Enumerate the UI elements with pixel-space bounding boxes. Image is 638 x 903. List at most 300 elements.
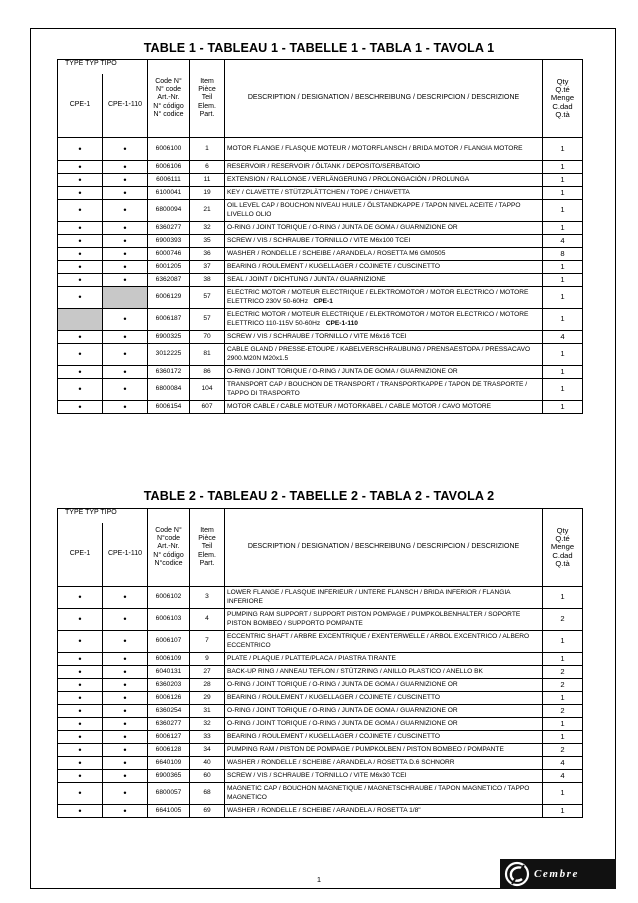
table-row <box>58 757 583 770</box>
quantity: 1 <box>543 366 583 379</box>
item-number: 68 <box>190 783 225 805</box>
part-code: 6800057 <box>148 783 190 805</box>
part-code: 6900325 <box>148 331 190 344</box>
part-code: 6040131 <box>148 666 190 679</box>
applies-cpe1: • <box>58 805 103 818</box>
table-row <box>58 287 583 309</box>
quantity: 1 <box>543 287 583 309</box>
type-header: TYPE TYP TIPO <box>58 60 148 75</box>
item-number: 31 <box>190 705 225 718</box>
part-description <box>225 731 543 744</box>
item-header-line: Elem. <box>198 551 216 559</box>
item-number: 104 <box>190 379 225 401</box>
applies-cpe1-110: • <box>103 718 148 731</box>
table-row <box>58 174 583 187</box>
part-code: 6006111 <box>148 174 190 187</box>
applies-cpe1: • <box>58 274 103 287</box>
applies-cpe1-110: • <box>103 587 148 609</box>
item-number: 607 <box>190 401 225 414</box>
part-description <box>225 757 543 770</box>
applies-cpe1: • <box>58 692 103 705</box>
part-description-text: PUMPING RAM SUPPORT / SUPPORT PISTON POMPAGE / PUMPKOLBENHALTER / SOPORTE PISTON BOMBEO / SUPPORTO POMPANTE <box>227 611 521 627</box>
item-header-line: Teil <box>201 543 213 551</box>
item-number: 6 <box>190 161 225 174</box>
code-header-line: N° código <box>153 102 184 110</box>
part-description-text: PLATE / PLAQUE / PLATTE/PLACA / PIASTRA TIRANTE <box>227 654 396 662</box>
part-code: 6360277 <box>148 718 190 731</box>
part-description <box>225 309 543 331</box>
code-header-line: N°codice <box>154 559 183 567</box>
code-header-line: Code N° <box>155 526 182 534</box>
part-code: 6006154 <box>148 401 190 414</box>
table-row <box>58 587 583 609</box>
item-header-line: Item <box>200 526 214 534</box>
description-header: DESCRIPTION / DESIGNATION / BESCHREIBUNG / DESCRIPCION / DESCRIZIONE <box>225 60 543 138</box>
part-description <box>225 718 543 731</box>
item-number: 57 <box>190 309 225 331</box>
part-code: 6006126 <box>148 692 190 705</box>
part-description <box>225 261 543 274</box>
quantity: 1 <box>543 309 583 331</box>
applies-cpe1 <box>58 309 103 331</box>
quantity: 1 <box>543 187 583 200</box>
table-row <box>58 705 583 718</box>
part-description-text: MOTOR FLANGE / FLASQUE MOTEUR / MOTORFLANSCH / BRIDA MOTOR / FLANGIA MOTORE <box>227 144 523 152</box>
part-description-text: ECCENTRIC SHAFT / ARBRE EXCENTRIQUE / EXENTERWELLE / ARBOL EXCENTRICO / ALBERO ECCENTRICO <box>227 633 530 649</box>
type-cpe1-110-header: CPE-1-110 <box>103 523 148 587</box>
part-code: 6006128 <box>148 744 190 757</box>
part-description <box>225 138 543 161</box>
part-description-text: MOTOR CABLE / CABLE MOTEUR / MOTORKABEL / CABLE MOTOR / CAVO MOTORE <box>227 402 492 410</box>
part-description-text: KEY / CLAVETTE / STÜTZPLÄTTCHEN / TOPE / CHIAVETTA <box>227 188 410 196</box>
item-number: 38 <box>190 274 225 287</box>
qty-header-line: Q.té <box>555 534 570 544</box>
quantity: 1 <box>543 138 583 161</box>
part-description-text: BEARING / ROULEMENT / KUGELLAGER / COJINETE / CUSCINETTO <box>227 693 440 701</box>
part-description-text: WASHER / RONDELLE / SCHEIBE / ARANDELA / ROSETTA 1/8" <box>227 806 421 814</box>
quantity: 1 <box>543 631 583 653</box>
qty-header-line: C.dad <box>552 550 573 560</box>
applies-cpe1-110: • <box>103 692 148 705</box>
item-number: 11 <box>190 174 225 187</box>
part-description-text: SEAL / JOINT / DICHTUNG / JUNTA / GUARNIZIONE <box>227 275 386 283</box>
applies-cpe1: • <box>58 609 103 631</box>
part-description <box>225 331 543 344</box>
part-description <box>225 705 543 718</box>
quantity: 1 <box>543 692 583 705</box>
applies-cpe1: • <box>58 731 103 744</box>
applies-cpe1: • <box>58 587 103 609</box>
item-header <box>190 60 225 138</box>
part-description-text: WASHER / RONDELLE / SCHEIBE / ARANDELA / ROSETTA M6 GM0505 <box>227 249 446 257</box>
applies-cpe1-110: • <box>103 138 148 161</box>
item-number: 9 <box>190 653 225 666</box>
part-description <box>225 187 543 200</box>
part-code: 6006187 <box>148 309 190 331</box>
applies-cpe1-110 <box>103 287 148 309</box>
qty-header-line: Q.tà <box>555 109 570 119</box>
applies-cpe1: • <box>58 783 103 805</box>
applies-cpe1: • <box>58 287 103 309</box>
part-description-text: SCREW / VIS / SCHRAUBE / TORNILLO / VITE M6x16 TCEI <box>227 332 407 340</box>
applies-cpe1-110: • <box>103 187 148 200</box>
part-description-text: ELECTRIC MOTOR / MOTEUR ELECTRIQUE / ELEKTROMOTOR / MOTOR ELECTRICO / MOTORE ELETTRICO 110-115V 50-60Hz <box>227 311 529 327</box>
table-row <box>58 261 583 274</box>
part-code: 6800084 <box>148 379 190 401</box>
part-code: 6640109 <box>148 757 190 770</box>
part-description <box>225 401 543 414</box>
item-number: 86 <box>190 366 225 379</box>
item-header <box>190 509 225 587</box>
part-description-text: BEARING / ROULEMENT / KUGELLAGER / COJINETE / CUSCINETTO <box>227 262 440 270</box>
table-row <box>58 235 583 248</box>
part-description <box>225 679 543 692</box>
page-number: 1 <box>316 875 322 884</box>
part-code: 6006127 <box>148 731 190 744</box>
item-header-line: Part. <box>199 559 215 567</box>
type-cpe1-header: CPE-1 <box>58 74 103 138</box>
item-number: 34 <box>190 744 225 757</box>
part-description-text: WASHER / RONDELLE / SCHEIBE / ARANDELA / ROSETTA D.6 SCHNORR <box>227 758 455 766</box>
item-number: 29 <box>190 692 225 705</box>
item-number: 27 <box>190 666 225 679</box>
applies-cpe1: • <box>58 379 103 401</box>
part-code: 6360277 <box>148 222 190 235</box>
part-description-text: O-RING / JOINT TORIQUE / O-RING / JUNTA DE GOMA / GUARNIZIONE OR <box>227 367 458 375</box>
part-description <box>225 222 543 235</box>
quantity: 1 <box>543 783 583 805</box>
applies-cpe1-110: • <box>103 770 148 783</box>
quantity: 1 <box>543 161 583 174</box>
applies-cpe1: • <box>58 331 103 344</box>
applies-cpe1-110: • <box>103 261 148 274</box>
code-header-line: N°code <box>156 535 181 543</box>
part-code: 6641005 <box>148 805 190 818</box>
item-number: 1 <box>190 138 225 161</box>
parts-table-2 <box>57 508 583 818</box>
part-description-text: OIL LEVEL CAP / BOUCHON NIVEAU HUILE / ÖLSTANDKAPPE / TAPON NIVEL ACEITE / TAPPO LIVELLO OLIO <box>227 202 521 218</box>
applies-cpe1-110: • <box>103 309 148 331</box>
item-number: 3 <box>190 587 225 609</box>
applies-cpe1-110: • <box>103 609 148 631</box>
item-number: 28 <box>190 679 225 692</box>
part-description-text: SCREW / VIS / SCHRAUBE / TORNILLO / VITE M6x30 TCEI <box>227 771 407 779</box>
item-number: 37 <box>190 261 225 274</box>
table-row <box>58 653 583 666</box>
part-description <box>225 274 543 287</box>
quantity: 2 <box>543 666 583 679</box>
qty-header-line: Qty <box>556 76 569 86</box>
part-description-text: O-RING / JOINT TORIQUE / O-RING / JUNTA DE GOMA / GUARNIZIONE OR <box>227 706 458 714</box>
quantity: 2 <box>543 679 583 692</box>
applies-cpe1-110: • <box>103 757 148 770</box>
applies-cpe1: • <box>58 174 103 187</box>
code-header <box>148 60 190 138</box>
applies-cpe1-110: • <box>103 679 148 692</box>
applies-cpe1: • <box>58 744 103 757</box>
table-1-title: TABLE 1 - TABLEAU 1 - TABELLE 1 - TABLA 1 - TAVOLA 1 <box>143 41 495 55</box>
qty-header-line: Qty <box>556 525 569 535</box>
part-description-text: O-RING / JOINT TORIQUE / O-RING / JUNTA DE GOMA / GUARNIZIONE OR <box>227 223 458 231</box>
part-description <box>225 631 543 653</box>
table-row <box>58 666 583 679</box>
quantity: 4 <box>543 331 583 344</box>
quantity: 4 <box>543 770 583 783</box>
applies-cpe1-110: • <box>103 200 148 222</box>
part-code: 6006106 <box>148 161 190 174</box>
table-row <box>58 379 583 401</box>
part-description-text: LOWER FLANGE / FLASQUE INFERIEUR / UNTERE FLANSCH / BRIDA INFERIOR / FLANGIA INFERIORE <box>227 589 511 605</box>
item-number: 70 <box>190 331 225 344</box>
applies-cpe1-110: • <box>103 631 148 653</box>
quantity: 4 <box>543 235 583 248</box>
part-description-text: MAGNETIC CAP / BOUCHON MAGNETIQUE / MAGNETSCHRAUBE / TAPON MAGNETICO / TAPPO MAGNETICO <box>227 785 530 801</box>
part-description <box>225 344 543 366</box>
applies-cpe1-110: • <box>103 161 148 174</box>
item-number: 81 <box>190 344 225 366</box>
part-description-text: O-RING / JOINT TORIQUE / O-RING / JUNTA DE GOMA / GUARNIZIONE OR <box>227 719 458 727</box>
part-code: 6900393 <box>148 235 190 248</box>
code-header-line: N° codice <box>153 110 184 118</box>
table-row <box>58 692 583 705</box>
part-description-text: ELECTRIC MOTOR / MOTEUR ELECTRIQUE / ELEKTROMOTOR / MOTOR ELECTRICO / MOTORE ELETTRICO 230V 50-60Hz <box>227 289 529 305</box>
item-header-line: Pièce <box>198 86 216 94</box>
table-row <box>58 805 583 818</box>
part-description-text: CABLE GLAND / PRESSE-ETOUPE / KABELVERSCHRAUBUNG / PRENSAESTOPA / PRESSACAVO 2900.M20N M20x1.5 <box>227 346 531 362</box>
applies-cpe1: • <box>58 666 103 679</box>
part-code: 6900365 <box>148 770 190 783</box>
code-header-line: N° code <box>156 86 181 94</box>
applies-cpe1: • <box>58 248 103 261</box>
part-description <box>225 287 543 309</box>
item-number: 19 <box>190 187 225 200</box>
qty-header-line: Q.té <box>555 85 570 95</box>
description-header: DESCRIPTION / DESIGNATION / BESCHREIBUNG / DESCRIPCION / DESCRIZIONE <box>225 509 543 587</box>
cembre-logo <box>500 859 616 889</box>
item-number: 57 <box>190 287 225 309</box>
item-number: 33 <box>190 731 225 744</box>
applies-cpe1: • <box>58 705 103 718</box>
code-header-line: N° código <box>153 551 184 559</box>
applies-cpe1: • <box>58 718 103 731</box>
applies-cpe1: • <box>58 200 103 222</box>
item-header-line: Teil <box>201 94 213 102</box>
item-header-line: Part. <box>199 110 215 118</box>
part-description-text: SCREW / VIS / SCHRAUBE / TORNILLO / VITE M6x100 TCEI <box>227 236 411 244</box>
model-label: CPE-1-110 <box>325 319 358 327</box>
parts-table-1 <box>57 59 583 414</box>
part-description <box>225 235 543 248</box>
applies-cpe1-110: • <box>103 344 148 366</box>
table-row <box>58 331 583 344</box>
part-description-text: TRANSPORT CAP / BOUCHON DE TRANSPORT / TRANSPORTKAPPE / TAPON DE TRASPORTE / TAPPO DI TRASPORTO <box>227 381 528 397</box>
item-header-line: Pièce <box>198 535 216 543</box>
table-row <box>58 609 583 631</box>
part-description <box>225 609 543 631</box>
part-description <box>225 744 543 757</box>
table-row <box>58 161 583 174</box>
part-code: 6001205 <box>148 261 190 274</box>
item-header-line: Elem. <box>198 102 216 110</box>
code-header <box>148 509 190 587</box>
applies-cpe1: • <box>58 631 103 653</box>
part-description-text: O-RING / JOINT TORIQUE / O-RING / JUNTA DE GOMA / GUARNIZIONE OR <box>227 680 458 688</box>
quantity: 8 <box>543 248 583 261</box>
applies-cpe1: • <box>58 401 103 414</box>
quantity: 2 <box>543 609 583 631</box>
part-description <box>225 248 543 261</box>
qty-header-line: Q.tà <box>555 558 570 568</box>
applies-cpe1-110: • <box>103 235 148 248</box>
table-row <box>58 222 583 235</box>
part-description <box>225 653 543 666</box>
table-row <box>58 187 583 200</box>
table-2-title: TABLE 2 - TABLEAU 2 - TABELLE 2 - TABLA 2 - TAVOLA 2 <box>143 489 495 503</box>
quantity: 1 <box>543 401 583 414</box>
applies-cpe1: • <box>58 653 103 666</box>
part-description <box>225 692 543 705</box>
table-row <box>58 770 583 783</box>
part-description-text: BEARING / ROULEMENT / KUGELLAGER / COJINETE / CUSCINETTO <box>227 732 440 740</box>
type-cpe1-header: CPE-1 <box>58 523 103 587</box>
quantity: 1 <box>543 261 583 274</box>
applies-cpe1: • <box>58 344 103 366</box>
applies-cpe1: • <box>58 235 103 248</box>
cembre-logo-mark-icon <box>504 861 530 887</box>
part-description <box>225 805 543 818</box>
item-number: 32 <box>190 718 225 731</box>
item-number: 4 <box>190 609 225 631</box>
table-row <box>58 309 583 331</box>
table-row <box>58 744 583 757</box>
quantity: 1 <box>543 379 583 401</box>
type-header: TYPE TYP TIPO <box>58 509 148 524</box>
qty-header-line: Menge <box>550 93 575 103</box>
part-description <box>225 666 543 679</box>
part-description <box>225 161 543 174</box>
part-code: 6362087 <box>148 274 190 287</box>
part-code: 3012225 <box>148 344 190 366</box>
part-description <box>225 770 543 783</box>
item-number: 69 <box>190 805 225 818</box>
part-code: 6006103 <box>148 609 190 631</box>
part-description <box>225 587 543 609</box>
applies-cpe1-110: • <box>103 331 148 344</box>
part-code: 6006129 <box>148 287 190 309</box>
table-row <box>58 366 583 379</box>
applies-cpe1-110: • <box>103 379 148 401</box>
quantity: 1 <box>543 587 583 609</box>
table-row <box>58 344 583 366</box>
applies-cpe1-110: • <box>103 805 148 818</box>
applies-cpe1: • <box>58 138 103 161</box>
quantity: 1 <box>543 174 583 187</box>
model-label: CPE-1 <box>313 297 333 305</box>
applies-cpe1: • <box>58 366 103 379</box>
applies-cpe1: • <box>58 187 103 200</box>
item-number: 36 <box>190 248 225 261</box>
applies-cpe1: • <box>58 261 103 274</box>
applies-cpe1: • <box>58 161 103 174</box>
table-row <box>58 631 583 653</box>
quantity: 1 <box>543 344 583 366</box>
applies-cpe1-110: • <box>103 401 148 414</box>
applies-cpe1-110: • <box>103 731 148 744</box>
quantity: 1 <box>543 274 583 287</box>
table-row <box>58 679 583 692</box>
part-code: 6006107 <box>148 631 190 653</box>
code-header-line: Code N° <box>155 77 182 85</box>
part-code: 6006100 <box>148 138 190 161</box>
quantity: 1 <box>543 731 583 744</box>
table-row <box>58 718 583 731</box>
table-row <box>58 248 583 261</box>
quantity: 1 <box>543 222 583 235</box>
part-description-text: BACK-UP RING / ANNEAU TEFLON / STÜTZRING / ANILLO PLASTICO / ANELLO BK <box>227 667 483 675</box>
applies-cpe1-110: • <box>103 705 148 718</box>
applies-cpe1-110: • <box>103 274 148 287</box>
cembre-logo-text: Cembre <box>534 868 580 880</box>
qty-header-line: C.dad <box>552 101 573 111</box>
quantity: 1 <box>543 653 583 666</box>
code-header-line: Art.-Nr. <box>157 94 180 102</box>
table-row <box>58 783 583 805</box>
applies-cpe1-110: • <box>103 222 148 235</box>
part-code: 6800094 <box>148 200 190 222</box>
item-number: 60 <box>190 770 225 783</box>
applies-cpe1-110: • <box>103 174 148 187</box>
quantity: 1 <box>543 200 583 222</box>
part-description-text: RESERVOIR / RESERVOIR / ÖLTANK / DEPOSITO/SERBATOIO <box>227 162 420 170</box>
applies-cpe1-110: • <box>103 366 148 379</box>
table-row <box>58 731 583 744</box>
applies-cpe1-110: • <box>103 783 148 805</box>
applies-cpe1: • <box>58 770 103 783</box>
table-row <box>58 274 583 287</box>
code-header-line: Art.-Nr. <box>157 543 180 551</box>
qty-header <box>543 60 583 138</box>
applies-cpe1: • <box>58 222 103 235</box>
item-number: 7 <box>190 631 225 653</box>
item-number: 35 <box>190 235 225 248</box>
qty-header-line: Menge <box>550 542 575 552</box>
part-description <box>225 366 543 379</box>
part-description-text: EXTENSION / RALLONGE / VERLÄNGERUNG / PROLONGACIÓN / PROLUNGA <box>227 175 470 183</box>
item-number: 21 <box>190 200 225 222</box>
applies-cpe1: • <box>58 679 103 692</box>
quantity: 1 <box>543 805 583 818</box>
applies-cpe1-110: • <box>103 666 148 679</box>
part-description <box>225 783 543 805</box>
part-code: 6006102 <box>148 587 190 609</box>
part-description <box>225 200 543 222</box>
part-code: 6360254 <box>148 705 190 718</box>
part-code: 6000746 <box>148 248 190 261</box>
part-code: 6360172 <box>148 366 190 379</box>
quantity: 4 <box>543 757 583 770</box>
type-cpe1-110-header: CPE-1-110 <box>103 74 148 138</box>
applies-cpe1-110: • <box>103 248 148 261</box>
item-header-line: Item <box>200 77 214 85</box>
quantity: 2 <box>543 705 583 718</box>
table-row <box>58 200 583 222</box>
applies-cpe1: • <box>58 757 103 770</box>
part-code: 6006109 <box>148 653 190 666</box>
qty-header <box>543 509 583 587</box>
part-code: 6360203 <box>148 679 190 692</box>
item-number: 32 <box>190 222 225 235</box>
applies-cpe1-110: • <box>103 653 148 666</box>
